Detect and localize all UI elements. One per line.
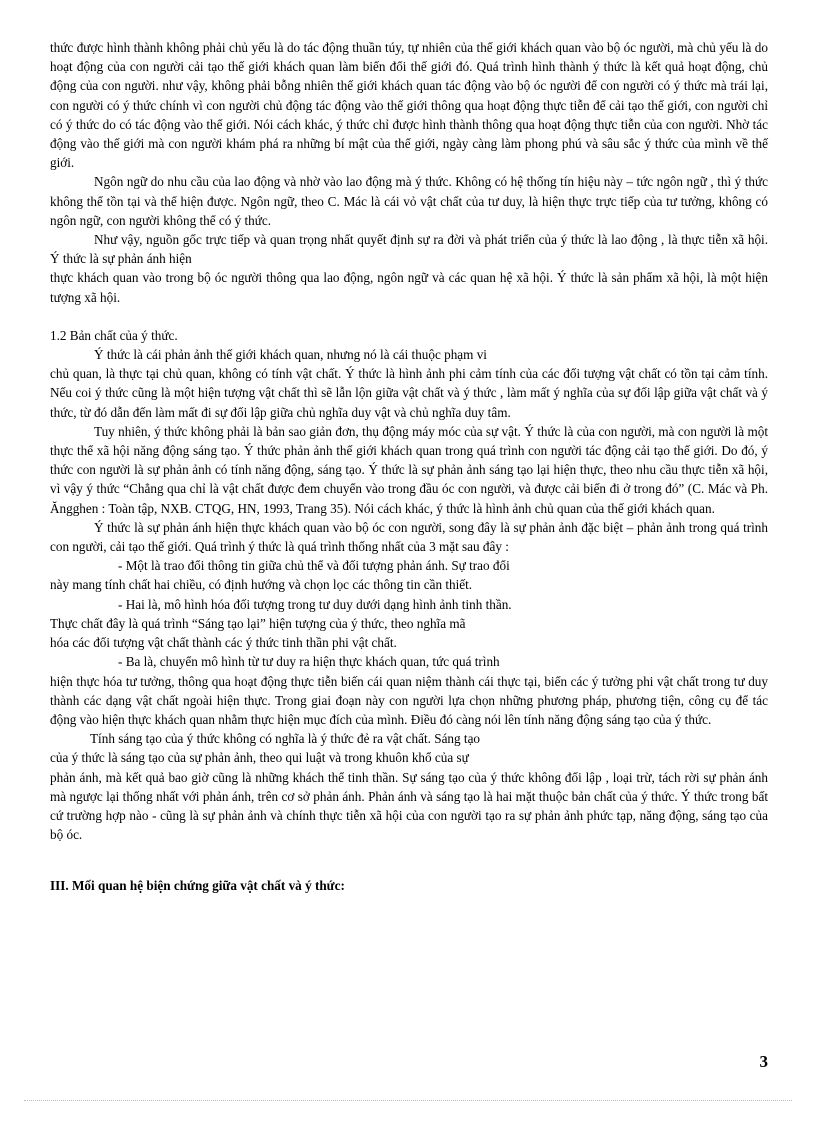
paragraph: thức được hình thành không phải chủ yếu là do tác động thuần túy, tự nhiên của thế giới khách quan vào bộ óc người, mà chủ yếu là do hoạt động của con người cải tạo thế giới khách quan làm biến đổi thế giới đó. Quá trình hình thành ý thức là kết quả hoạt động, chủ động của con người. như vậy, không phải bỗng nhiên thế giới khách quan tác động vào bộ óc người để con người có ý thức mà trái lại, con người có ý thức chính vì con người chủ động tác động vào thế giới thông qua hoạt động thực tiễn để cải tạo thế giới, con người chỉ có ý thức do có tác động vào thế giới. Nói cách khác, ý thức chỉ được hình thành thông qua hoạt động thực tiễn của con người. Nhờ tác động vào thế giới mà con người khám phá ra những bí mật của thế giới, ngày càng làm phong phú và sâu sắc ý thức của mình về thế giới. <box>50 40 768 171</box>
paragraph: Như vậy, nguồn gốc trực tiếp và quan trọng nhất quyết định sự ra đời và phát triển của ý thức là lao động , là thực tiễn xã hội. Ý thức là sự phản ánh hiện <box>50 232 768 267</box>
paragraph: Ý thức là cái phản ảnh thế giới khách quan, nhưng nó là cái thuộc phạm vi <box>94 347 487 363</box>
paragraph: thực khách quan vào trong bộ óc người thông qua lao động, ngôn ngữ và các quan hệ xã hội. Ý thức là sản phẩm xã hội, là một hiện tượng xã hội. <box>50 270 768 305</box>
paragraph: Tuy nhiên, ý thức không phải là bản sao giản đơn, thụ động máy móc của sự vật. Ý thức là của con người, mà con người là một thực thể xã hội năng động sáng tạo. Ý thức phản ảnh thế giới khách quan trong quá trình con người tác động cải tạo thế giới. Do đó, ý thức con người là sự phản ảnh có tính năng động, sáng tạo. Ý thức là sự phản ảnh sáng tạo lại hiện thực, theo nhu cầu thực tiễn xã hội, vì vậy ý thức “Chẳng qua chỉ là vật chất được đem chuyển vào trong đầu óc con người, và được cải biến đi ở trong đó” (C. Mác và Ph. Ăngghen : Toàn tập, NXB. CTQG, HN, 1993, Trang 35). Nói cách khác, ý thức là hình ảnh chủ quan của thế giới khách quan. <box>50 423 768 516</box>
footer-rule <box>24 1100 792 1101</box>
section-heading: III. Mối quan hệ biện chứng giữa vật chất và ý thức: <box>50 878 345 894</box>
paragraph: hóa các đối tượng vật chất thành các ý thức tinh thần phi vật chất. <box>50 635 397 651</box>
paragraph: của ý thức là sáng tạo của sự phản ảnh, theo qui luật và trong khuôn khổ của sự <box>50 750 469 766</box>
paragraph: Ý thức là sự phản ánh hiện thực khách quan vào bộ óc con người, song đây là sự phản ảnh đặc biệt – phản ảnh trong quá trình con người, cải tạo thế giới. Quá trình ý thức là quá trình thống nhất của 3 mặt sau đây : <box>50 519 768 555</box>
paragraph: Tính sáng tạo của ý thức không có nghĩa là ý thức đẻ ra vật chất. Sáng tạo <box>90 731 481 747</box>
list-item: - Một là trao đổi thông tin giữa chủ thể và đối tượng phản ánh. Sự trao đổi <box>118 558 510 574</box>
list-item: - Ba là, chuyển mô hình từ tư duy ra hiện thực khách quan, tức quá trình <box>118 654 500 670</box>
paragraph: phản ánh, mà kết quả bao giờ cũng là những khách thể tinh thần. Sự sáng tạo của ý thức không đối lập , loại trừ, tách rời sự phản ánh mà ngược lại thống nhất với phản ánh, trên cơ sở phản ánh. Phản ánh và sáng tạo là hai mặt thuộc bản chất của ý thức. Ý thức trong bất cứ trường hợp nào - cũng là sự phản ảnh và chính thực tiễn xã hội của con người tạo ra sự phản ảnh phức tạp, năng động, sáng tạo của bộ óc. <box>50 769 768 843</box>
page-number: 3 <box>759 1052 768 1071</box>
paragraph: này mang tính chất hai chiều, có định hướng và chọn lọc các thông tin cần thiết. <box>50 577 473 593</box>
body-text <box>50 38 768 896</box>
paragraph: Ngôn ngữ do nhu cầu của lao động và nhờ vào lao động mà ý thức. Không có hệ thống tín hiệu này – tức ngôn ngữ , thì ý thức không thể tồn tại và thể hiện được. Ngôn ngữ, theo C. Mác là cái vỏ vật chất của tư duy, là hiện thực trực tiếp của tư tưởng, không có ngôn ngữ, con người không thể có ý thức. <box>50 174 768 228</box>
paragraph: Thực chất đây là quá trình “Sáng tạo lại” hiện tượng của ý thức, theo nghĩa mã <box>50 615 466 631</box>
paragraph: hiện thực hóa tư tưởng, thông qua hoạt động thực tiễn biến cái quan niệm thành cái thực tại, biến các ý tưởng phi vật chất trong tư duy thành các dạng vật chất ngoài hiện thực. Trong giai đoạn này con người lựa chọn những phương pháp, phương tiện, công cụ để tác động vào hiện thực khách quan nhằm thực hiện mục đích của mình. Điều đó càng nói lên tính năng động sáng tạo của ý thức. <box>50 673 768 727</box>
subsection-heading: 1.2 Bản chất của ý thức. <box>50 327 178 343</box>
spacer <box>50 307 768 326</box>
list-item: - Hai là, mô hình hóa đối tượng trong tư duy dưới dạng hình ảnh tinh thần. <box>118 596 512 612</box>
paragraph: chủ quan, là thực tại chủ quan, không có tính vật chất. Ý thức là hình ảnh phi cảm tính của các đối tượng vật chất có tồn tại cảm tính. Nếu coi ý thức cũng là một hiện tượng vật chất thì sẽ lẫn lộn giữa vật chất và ý thức , làm mất ý nghĩa của sự đối lập giữa vật chất và ý thức, từ đó dẫn đến làm mất đi sự đối lập giữa chủ nghĩa duy vật và chủ nghĩa duy tâm. <box>50 366 768 420</box>
